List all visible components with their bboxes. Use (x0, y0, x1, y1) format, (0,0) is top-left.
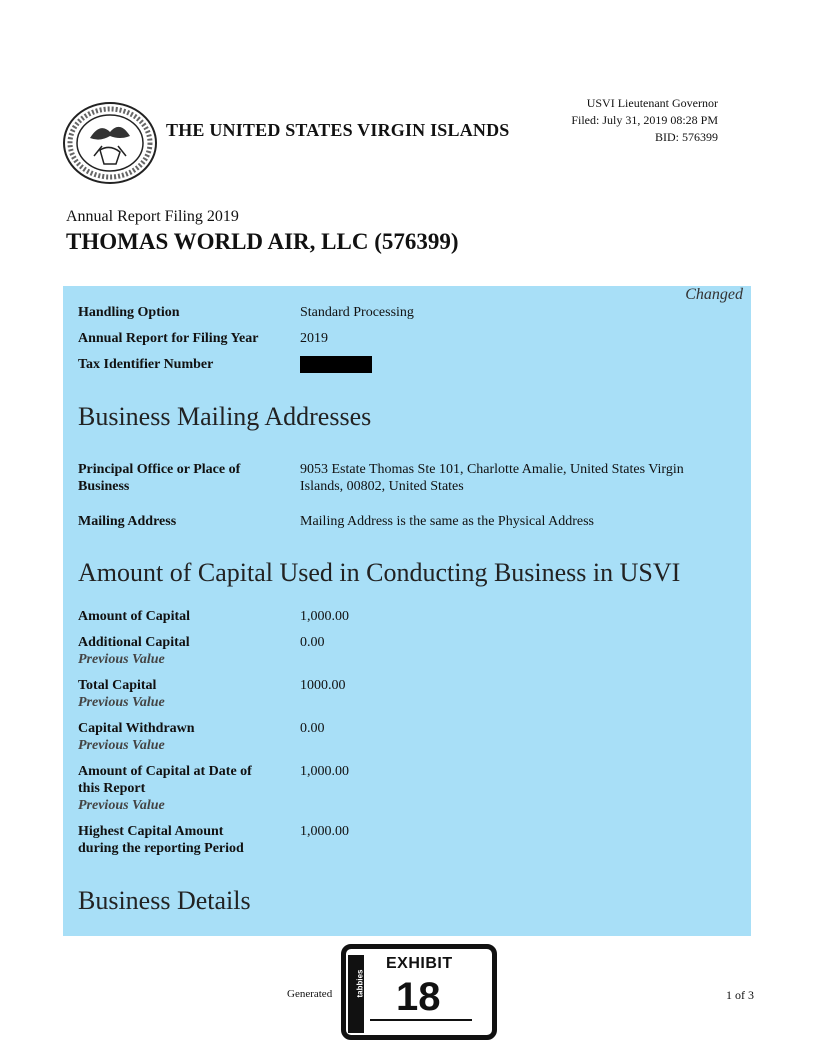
exhibit-underline (370, 1019, 472, 1021)
capital-withdrawn-value: 0.00 (300, 721, 325, 736)
filing-year-label: Annual Report for Filing Year (78, 331, 259, 346)
highest-capital-label-line1: Highest Capital Amount (78, 824, 224, 839)
page-number: 1 of 3 (726, 988, 754, 1002)
previous-value-note: Previous Value (78, 798, 165, 813)
total-capital-label-text: Total Capital (78, 678, 157, 693)
previous-value-note: Previous Value (78, 652, 165, 667)
capital-withdrawn-label (78, 720, 195, 754)
additional-capital-label (78, 634, 190, 668)
principal-office-value-line2: Islands, 00802, United States (300, 479, 464, 494)
government-title: THE UNITED STATES VIRGIN ISLANDS (166, 120, 510, 140)
additional-capital-label-text: Additional Capital (78, 635, 190, 650)
capital-withdrawn-label-text: Capital Withdrawn (78, 721, 195, 736)
capital-at-date-label (78, 763, 252, 814)
exhibit-stamp (341, 944, 497, 1040)
highest-capital-value: 1,000.00 (300, 824, 349, 839)
exhibit-number: 18 (396, 975, 441, 1019)
filing-year-value: 2019 (300, 331, 328, 346)
handling-option-label: Handling Option (78, 305, 180, 320)
amount-of-capital-value: 1,000.00 (300, 609, 349, 624)
principal-office-value (300, 461, 684, 495)
capital-at-date-label-line2: this Report (78, 781, 146, 796)
filing-date: Filed: July 31, 2019 08:28 PM (571, 113, 718, 127)
tax-id-label: Tax Identifier Number (78, 357, 214, 372)
total-capital-label (78, 677, 165, 711)
section-business-details: Business Details (78, 886, 251, 915)
additional-capital-value: 0.00 (300, 635, 325, 650)
amount-of-capital-label: Amount of Capital (78, 609, 191, 624)
report-panel (63, 286, 751, 936)
government-seal-icon (60, 100, 160, 186)
company-name: THOMAS WORLD AIR, LLC (576399) (66, 229, 459, 254)
stamp-brand: tabbies (355, 969, 365, 998)
mailing-address-value: Mailing Address is the same as the Physical Address (300, 514, 594, 529)
previous-value-note: Previous Value (78, 695, 165, 710)
section-capital: Amount of Capital Used in Conducting Business in USVI (78, 558, 681, 587)
principal-office-label-line1: Principal Office or Place of (78, 462, 241, 477)
filing-office: USVI Lieutenant Governor (586, 96, 718, 110)
handling-option-value: Standard Processing (300, 305, 414, 320)
capital-at-date-label-line1: Amount of Capital at Date of (78, 764, 252, 779)
highest-capital-label-line2: during the reporting Period (78, 841, 244, 856)
footer-generated: Generated (287, 988, 333, 1000)
report-kind: Annual Report Filing 2019 (66, 208, 239, 225)
filing-bid: BID: 576399 (655, 130, 718, 144)
capital-at-date-value: 1,000.00 (300, 764, 349, 779)
previous-value-note: Previous Value (78, 738, 165, 753)
changed-flag: Changed (685, 286, 743, 303)
mailing-address-label: Mailing Address (78, 514, 177, 529)
principal-office-label (78, 461, 240, 495)
principal-office-label-line2: Business (78, 479, 130, 494)
principal-office-value-line1: 9053 Estate Thomas Ste 101, Charlotte Amalie, United States Virgin (300, 462, 684, 477)
tax-id-redaction (300, 356, 372, 373)
highest-capital-label (78, 823, 244, 857)
section-mailing-addresses: Business Mailing Addresses (78, 402, 372, 431)
filing-info (571, 95, 718, 146)
exhibit-label: EXHIBIT (386, 955, 453, 972)
total-capital-value: 1000.00 (300, 678, 346, 693)
